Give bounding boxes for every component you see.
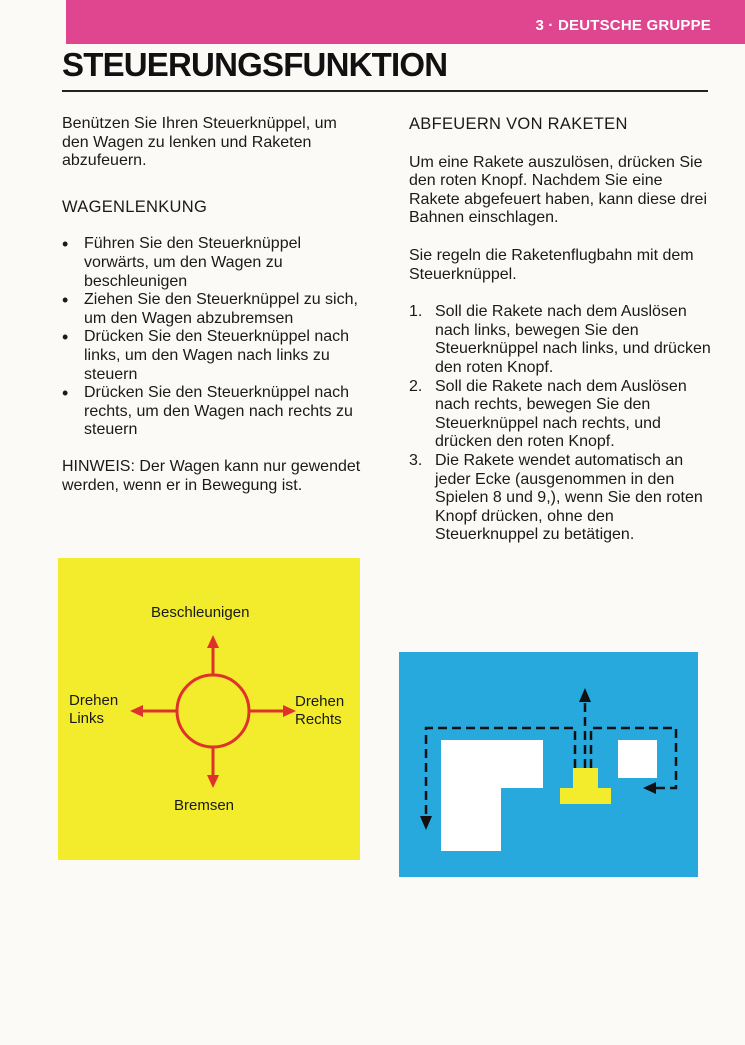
step-text: Soll die Rakete nach dem Auslösen nach links, bewegen Sie den Steuerknüppel nach links, und drücken den roten Knopf. xyxy=(435,303,711,376)
section-label: 3 · DEUTSCHE GRUPPE xyxy=(535,17,711,34)
arrowhead-down xyxy=(420,816,432,830)
step-number: 1. xyxy=(409,303,423,321)
step-text: Die Rakete wendet automatisch an jeder Ecke (ausgenommen in den Spielen 8 und 9,), wenn Sie den roten Knopf drücken, ohne den Steuerknuppel zu betätigen. xyxy=(435,451,703,544)
tank-turret xyxy=(573,768,598,789)
missile-paragraph-2: Sie regeln die Raketenflugbahn mit dem Steuerknüppel. xyxy=(409,246,694,283)
list-item: • Ziehen Sie den Steuerknüppel zu sich, um den Wagen abzubremsen xyxy=(62,291,367,328)
arrowhead-left xyxy=(643,782,656,794)
missile-steps-list xyxy=(409,303,714,545)
label-accelerate: Beschleunigen xyxy=(151,604,250,621)
list-item xyxy=(409,303,714,377)
square-block xyxy=(618,740,657,778)
list-item: • Drücken Sie den Steuerknüppel nach rechts, um den Wagen nach rechts zu steuern xyxy=(62,384,367,440)
intro-paragraph: Benützen Sie Ihren Steuerknüppel, um den Wagen zu lenken und Raketen abzufeuern. xyxy=(62,115,337,170)
left-column xyxy=(62,115,367,495)
list-item: • Führen Sie den Steuerknüppel vorwärts, um den Wagen zu beschleunigen xyxy=(62,235,367,291)
step-text: Soll die Rakete nach dem Auslösen nach rechts, bewegen Sie den Steuerknüppel nach rechts, und drücken den roten Knopf. xyxy=(435,377,687,451)
right-column xyxy=(409,115,714,545)
joystick-circle-icon xyxy=(177,675,249,747)
missile-heading: ABFEUERN VON RAKETEN xyxy=(409,115,628,133)
arrowhead-up xyxy=(579,688,591,702)
step-number: 2. xyxy=(409,377,423,395)
title-divider xyxy=(62,90,708,92)
steering-list xyxy=(62,235,367,440)
header-color-band xyxy=(66,0,745,44)
list-item xyxy=(409,378,714,452)
l-shaped-block xyxy=(441,740,543,851)
steering-heading: WAGENLENKUNG xyxy=(62,197,208,216)
list-item xyxy=(409,452,714,545)
missile-paragraph-1: Um eine Rakete auszulösen, drücken Sie den roten Knopf. Nachdem Sie eine Rakete abgefeuert haben, kann diese drei Bahnen einschlagen. xyxy=(409,153,707,227)
joystick-diagram xyxy=(58,558,360,860)
label-brake: Bremsen xyxy=(174,797,235,814)
tank-icon xyxy=(560,788,611,804)
label-turn-right-line2: Rechts xyxy=(295,711,342,728)
page-title: STEUERUNGSFUNKTION xyxy=(62,46,448,83)
step-number: 3. xyxy=(409,451,423,469)
missile-path-diagram xyxy=(399,652,698,877)
label-turn-left-line2: Links xyxy=(69,710,105,727)
missile-path-graphic xyxy=(399,652,698,877)
note-paragraph: HINWEIS: Der Wagen kann nur gewendet werden, wenn er in Bewegung ist. xyxy=(62,457,361,494)
label-turn-left-line1: Drehen xyxy=(69,692,119,709)
list-item: • Drücken Sie den Steuerknüppel nach links, um den Wagen nach links zu steuern xyxy=(62,328,367,384)
label-turn-right-line1: Drehen xyxy=(295,693,345,710)
